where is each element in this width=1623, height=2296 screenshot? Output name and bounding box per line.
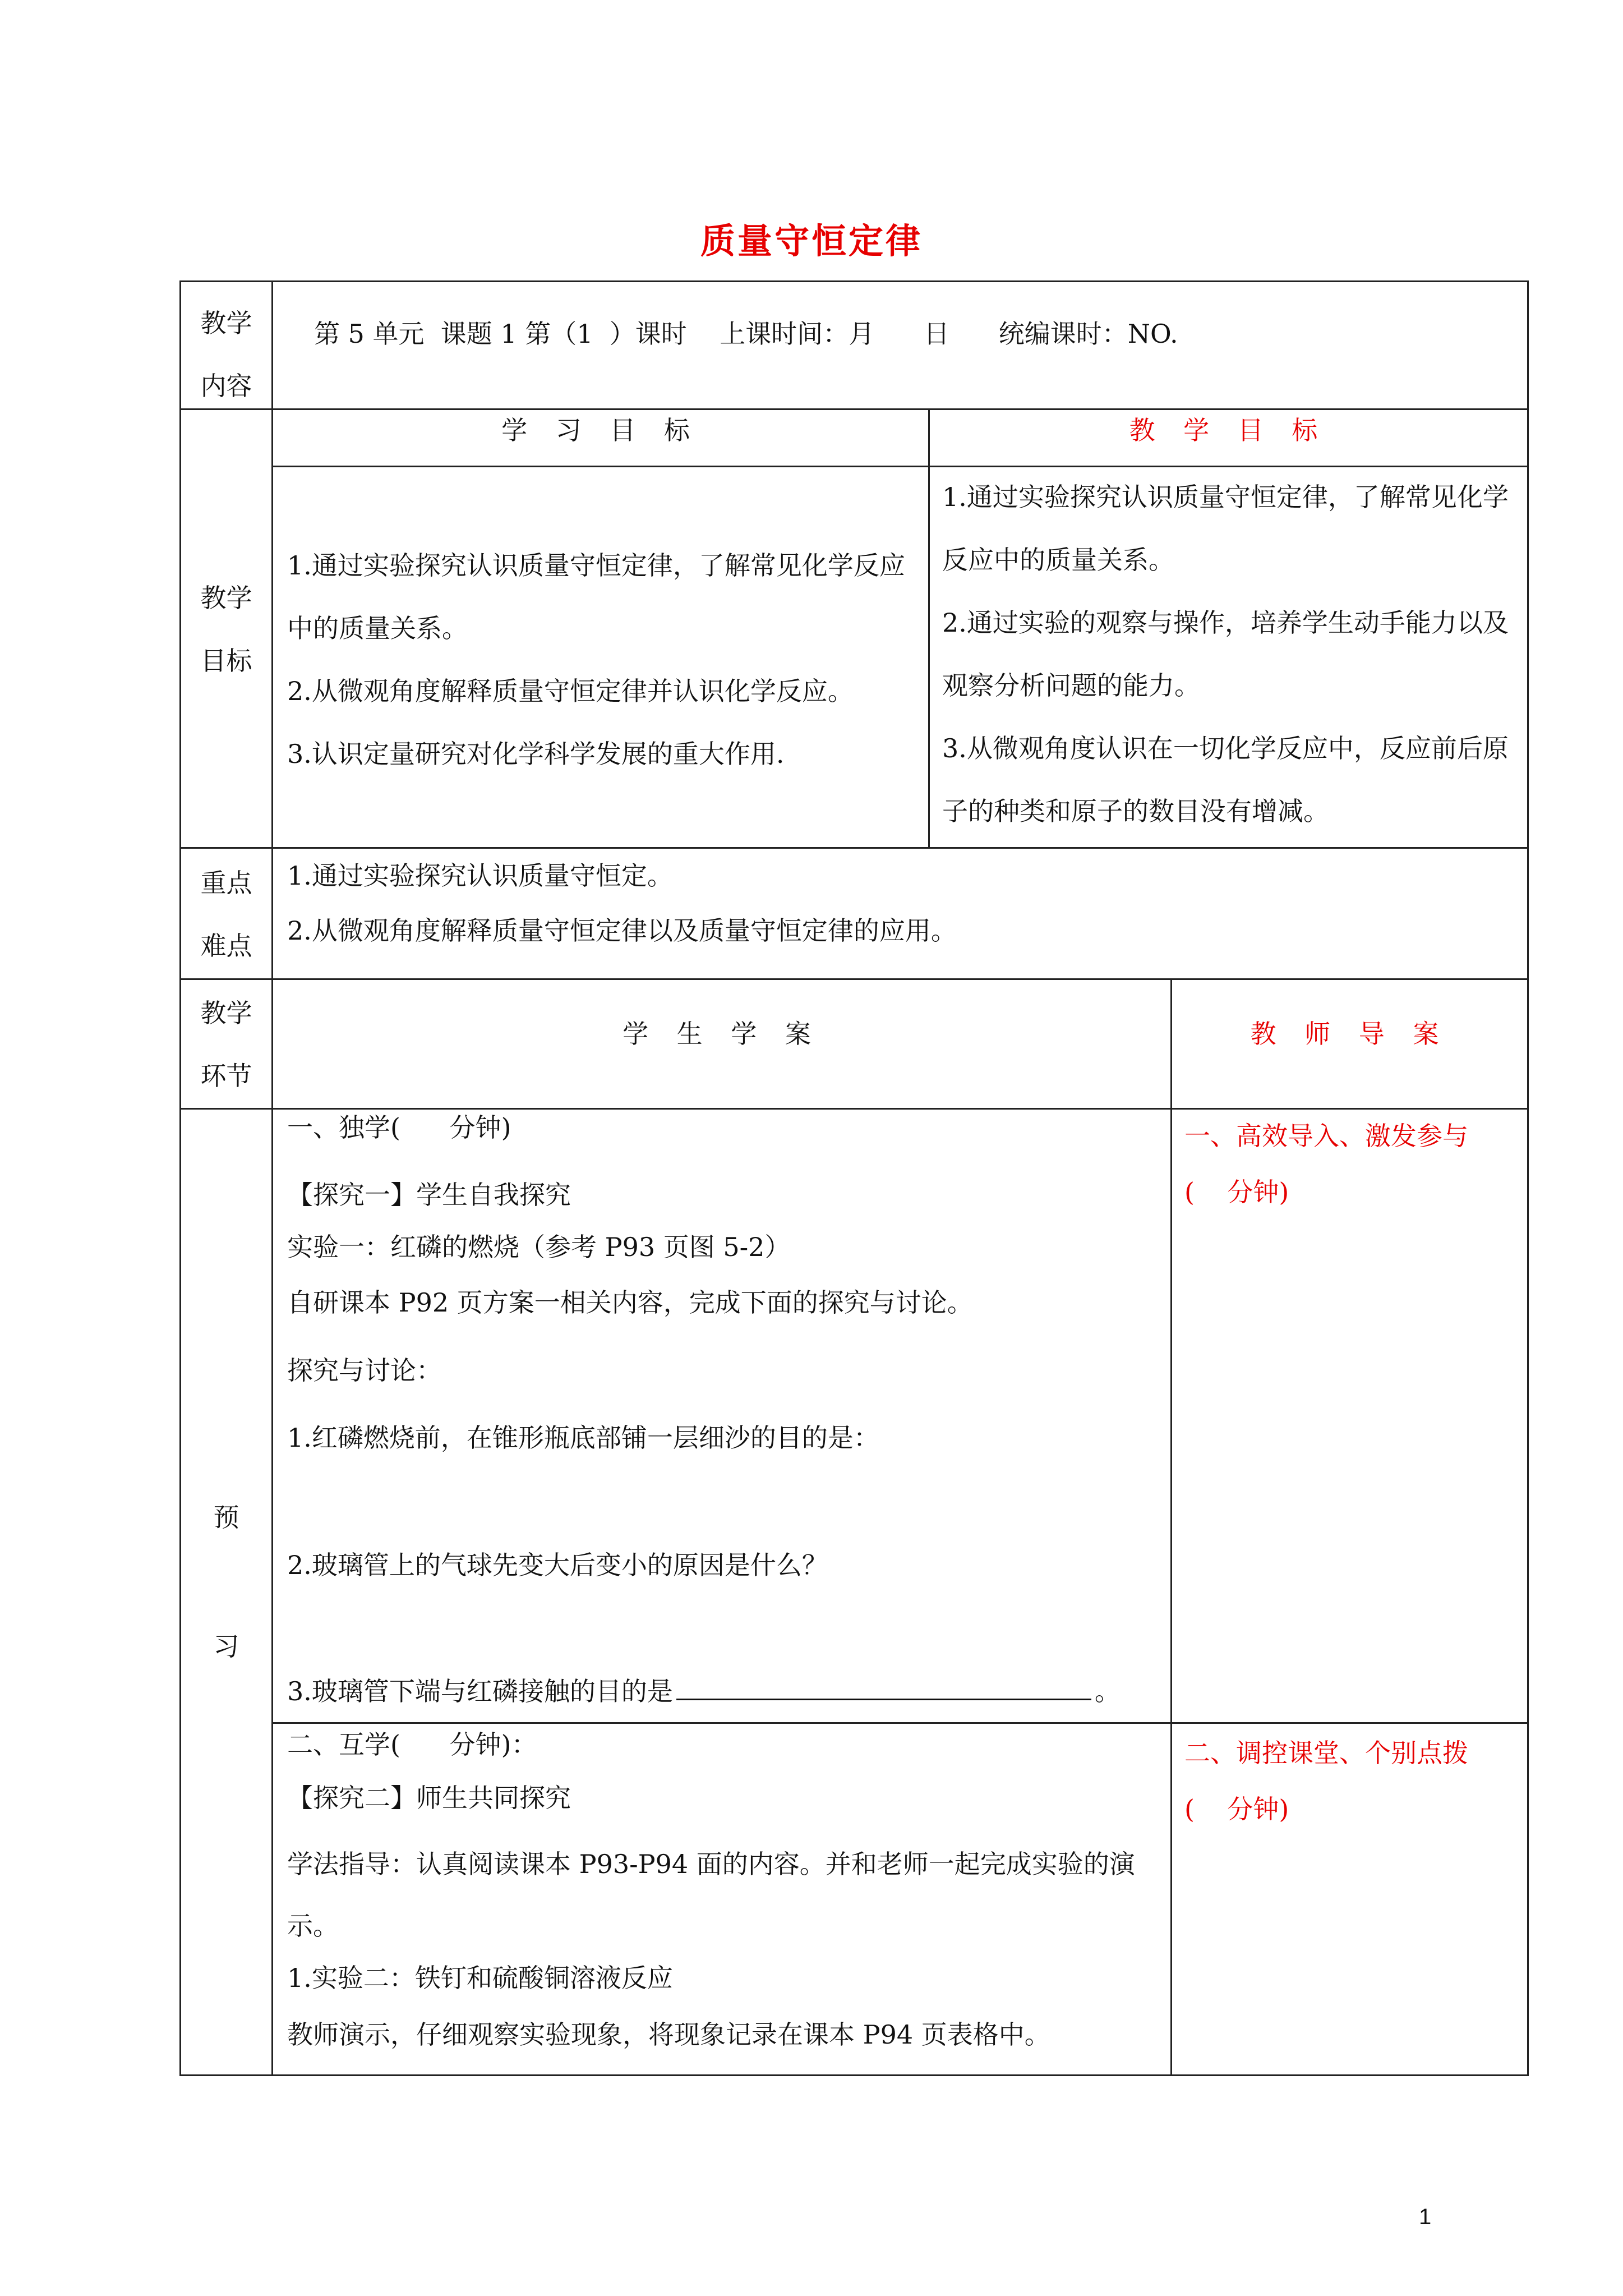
learning-goals-list xyxy=(287,534,921,785)
part1-discuss: 探究与讨论： xyxy=(287,1355,442,1386)
table-border-left xyxy=(179,280,181,2076)
part2-heading: 二、互学( 分钟)： xyxy=(287,1729,537,1760)
row-divider xyxy=(179,408,1529,410)
teaching-goals-list xyxy=(942,466,1520,843)
page-number: 1 xyxy=(1419,2205,1432,2229)
row-label-stage: 教学 环节 xyxy=(200,998,252,1091)
part1-explore: 【探究一】学生自我探究 xyxy=(287,1180,571,1210)
page-title: 质量守恒定律 xyxy=(700,220,923,261)
column-divider xyxy=(271,280,273,2076)
list-item: 2.通过实验的观察与操作，培养学生动手能力以及观察分析问题的能力。 xyxy=(942,608,1509,701)
question-3: 3.玻璃管下端与红磷接触的目的是 。 xyxy=(287,1672,1121,1711)
row-label-preview: 预 习 xyxy=(213,1502,239,1662)
row-divider xyxy=(271,1722,1529,1724)
table-border-right xyxy=(1527,280,1529,2076)
list-item: 3.从微观角度认识在一切化学反应中，反应前后原子的种类和原子的数目没有增减。 xyxy=(942,733,1509,826)
row-label-key-points: 重点 难点 xyxy=(200,868,252,961)
answer-blank[interactable] xyxy=(676,1673,1091,1700)
part1-heading: 一、独学( 分钟) xyxy=(287,1112,511,1143)
list-item: 3.认识定量研究对化学科学发展的重大作用. xyxy=(287,739,785,769)
column-divider xyxy=(1170,978,1172,2076)
table-border-top xyxy=(179,280,1529,282)
question-1: 1.红磷燃烧前，在锥形瓶底部铺一层细沙的目的是： xyxy=(287,1423,879,1453)
list-item: 2.从微观角度解释质量守恒定律并认识化学反应。 xyxy=(287,676,854,706)
list-item: 1.通过实验探究认识质量守恒定律，了解常见化学反应中的质量关系。 xyxy=(942,482,1509,575)
teaching-goals-header: 教 学 目 标 xyxy=(1129,415,1328,445)
lesson-info: 第 5 单元 课题 1 第（1 ）课时 上课时间：月 日 统编课时：NO. xyxy=(314,319,1178,349)
table-border-bottom xyxy=(179,2074,1529,2076)
part1-experiment: 实验一：红磷的燃烧（参考 P93 页图 5-2） xyxy=(287,1232,791,1262)
part1-study: 自研课本 P92 页方案一相关内容，完成下面的探究与讨论。 xyxy=(287,1287,973,1318)
teacher-plan-header: 教 师 导 案 xyxy=(1250,1019,1449,1049)
key-points-list xyxy=(287,848,1515,958)
student-plan-header: 学 生 学 案 xyxy=(623,1019,821,1049)
row-label-objectives: 教学 目标 xyxy=(200,583,252,676)
row-divider xyxy=(179,978,1529,980)
part2-experiment: 1.实验二：铁钉和硫酸铜溶液反应 xyxy=(287,1963,673,1993)
part2-guide: 学法指导：认真阅读课本 P93-P94 面的内容。并和老师一起完成实验的演示。 xyxy=(287,1849,1135,1941)
learning-goals-header: 学 习 目 标 xyxy=(501,415,700,445)
column-divider xyxy=(928,408,930,847)
part2-demo: 教师演示，仔细观察实验现象，将现象记录在课本 P94 页表格中。 xyxy=(287,2019,1050,2050)
part2-explore: 【探究二】师生共同探究 xyxy=(287,1783,571,1813)
row-label-content: 教学 内容 xyxy=(200,308,252,401)
teacher-step-2: 二、调控课堂、个别点拨 ( 分钟) xyxy=(1184,1738,1468,1824)
list-item: 1.通过实验探究认识质量守恒定。 xyxy=(287,861,673,891)
question-2: 2.玻璃管上的气球先变大后变小的原因是什么？ xyxy=(287,1550,828,1580)
list-item: 2.从微观角度解释质量守恒定律以及质量守恒定律的应用。 xyxy=(287,915,957,946)
list-item: 1.通过实验探究认识质量守恒定律，了解常见化学反应中的质量关系。 xyxy=(287,550,905,643)
teacher-step-1: 一、高效导入、激发参与 ( 分钟) xyxy=(1184,1121,1468,1207)
